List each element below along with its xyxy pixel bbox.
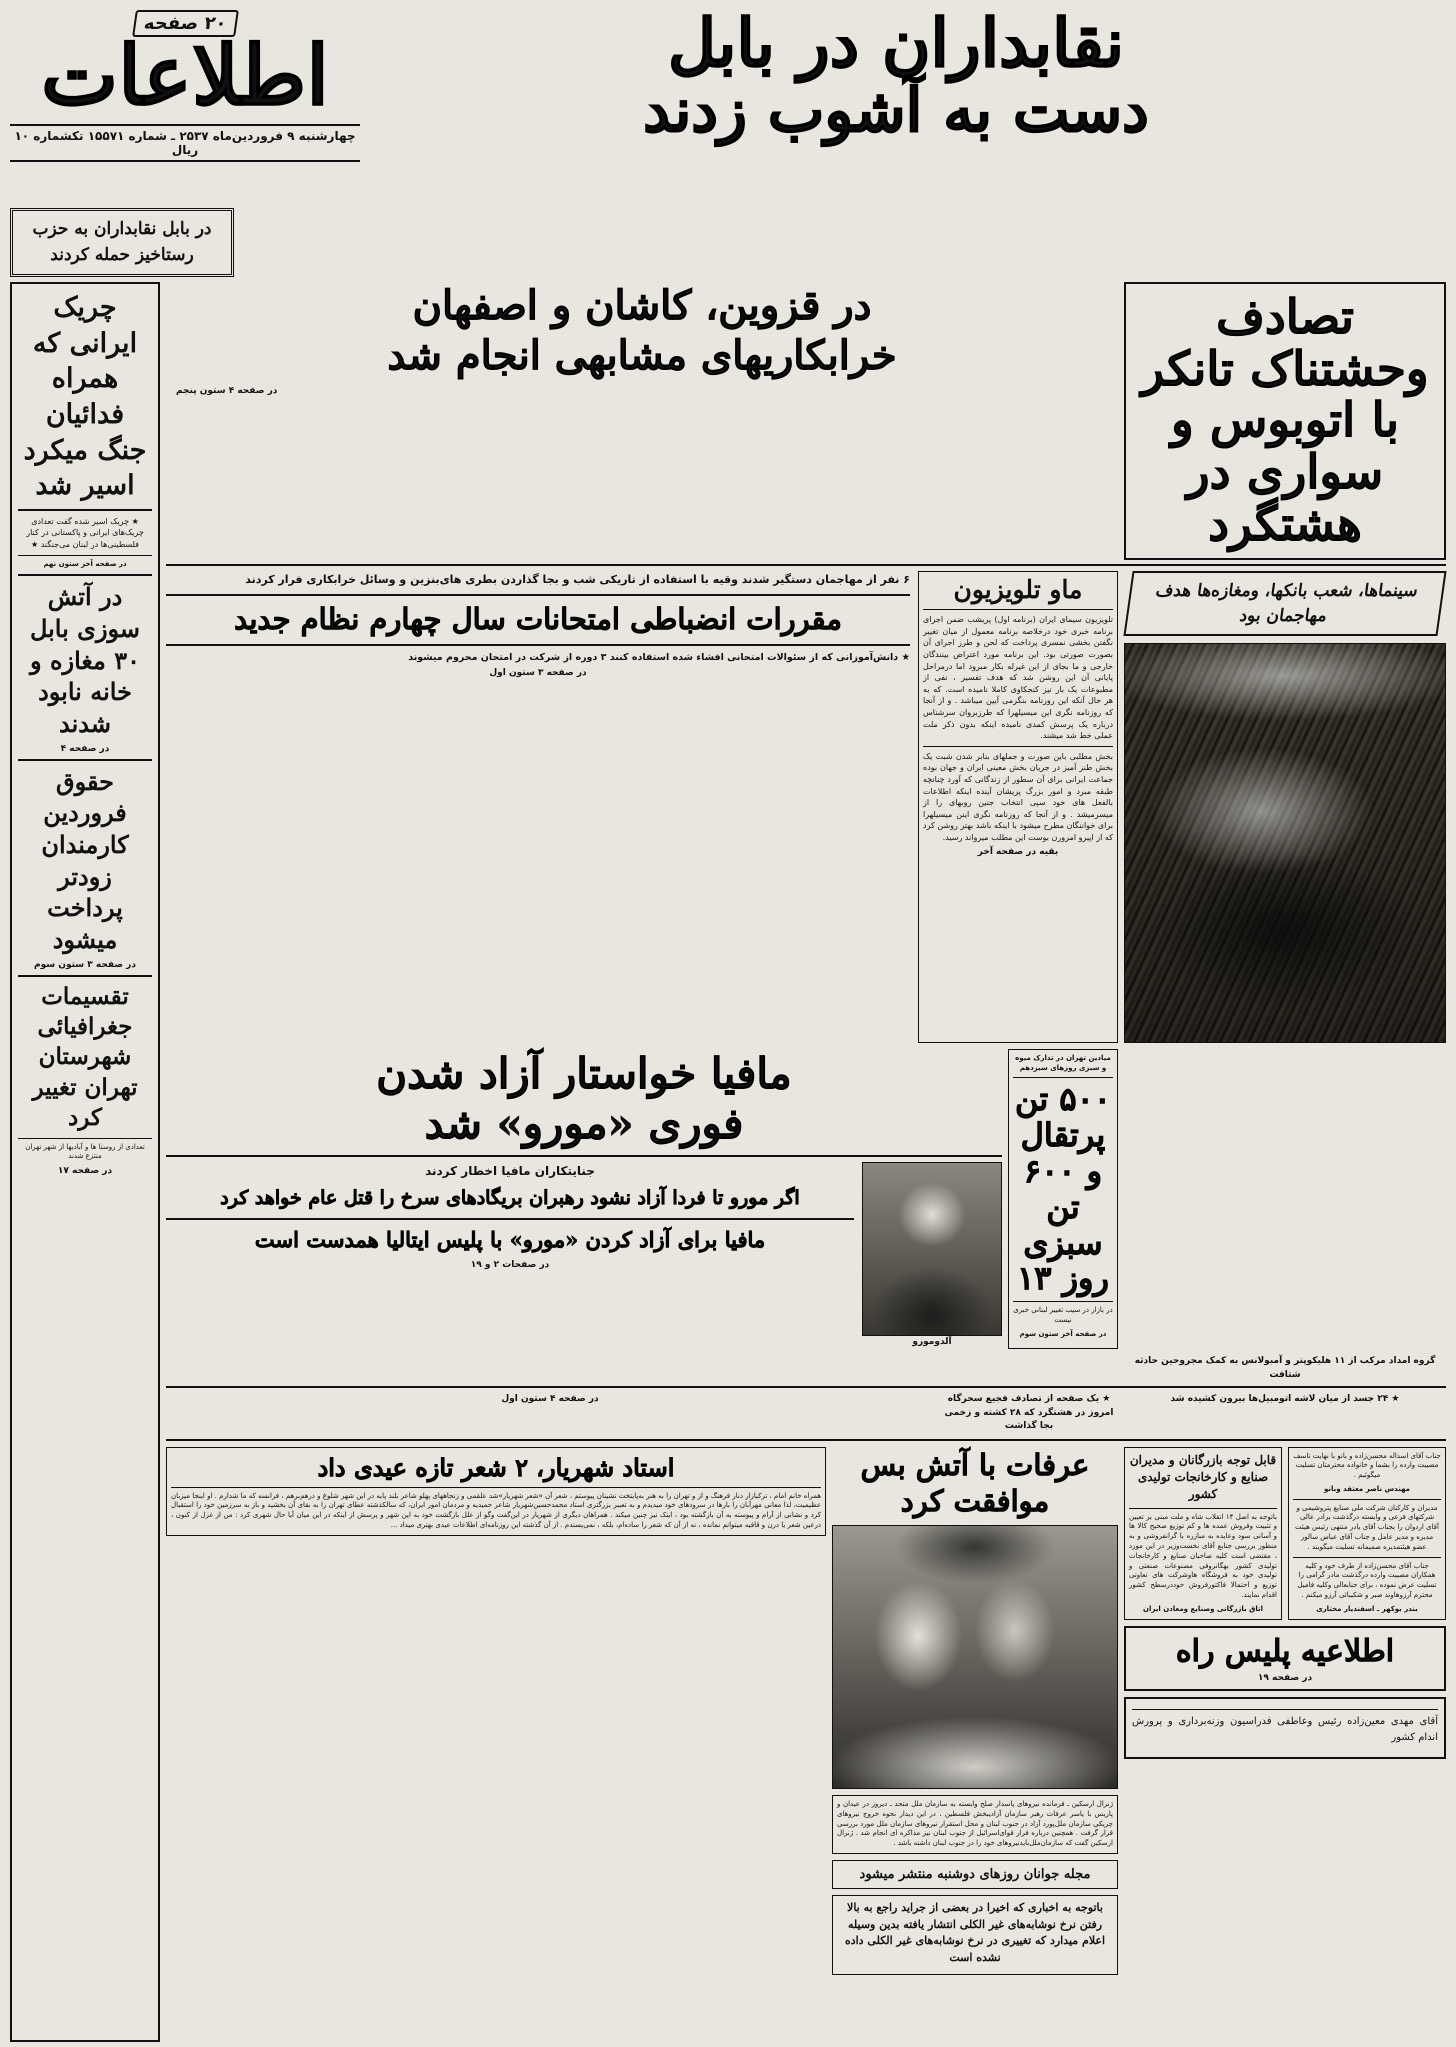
notice-police-ref: در صفحه ۱۹: [1257, 1672, 1313, 1683]
notice-youth-magazine-body: مجله جوانان روزهای دوشنبه منتشر میشود: [859, 1866, 1091, 1882]
geo-ref: در صفحه ۱۷: [57, 1166, 113, 1177]
crash-caption-ref: در صفحه ۴ ستون اول: [501, 1394, 599, 1404]
exam-rules-body: ★ دانش‌آموزانی که از سئوالات امتحانی افشاء شده استفاده کنند ۳ دوره از شرکت در امتحان محروم میشوند: [408, 651, 910, 663]
notice-condolence-group: [1288, 1447, 1446, 1620]
exam-rules-ref: در صفحه ۳ ستون اول: [489, 668, 587, 679]
geo-headline: تقسیمات جغرافیائی شهرستان تهران تغییر کرد: [32, 982, 138, 1132]
notice-education-minister-body: باتوجه به اخباری که اخیرا در بعضی از جرايد راجع به بالا رفتن نرخ نوشابه‌های غیر الکلی انتشار یافته بدین وسیله اعلام میدارد که تغییری در نرخ نوشابه‌های غیر الکلی داده نشده است: [844, 1901, 1106, 1964]
fire-ref: در صفحه ۴: [60, 743, 110, 754]
secondary-headline-line2: خرابکاریهای مشابهی انجام شد: [387, 332, 897, 379]
salary-headline: حقوق فروردین کارمندان زودتر پرداخت میشود: [41, 766, 129, 955]
main-headline: [360, 4, 1446, 147]
secondary-headline-line1: در قزوین، کاشان و اصفهان: [412, 282, 872, 329]
crash-caption-left: گروه امداد مرکب از ۱۱ هلیکوپتر و آمبولانس به کمک مجروحین حادثه شتافت: [1134, 1356, 1436, 1380]
main-headline-line2: دست به آشوب زدند: [643, 76, 1149, 147]
notice-announcement: [1124, 1697, 1446, 1759]
mafia-lead2: اگر مورو تا فردا آزاد نشود رهبران بریگادهای سرخ را قتل عام خواهد کرد: [220, 1186, 800, 1209]
arafat-body: ژنرال ارسکین ـ فرمانده نیروهای پاسدار صلح وابسته به سازمان ملل متحد ـ دیروز در عیدان و پاریس با یاسر عرفات رهبر سازمان آزادیبخش فلسطین ، در این دیدار نحوه خروج نیروهای چریکی سازمان ملل‌پورد آزاد در جنوب لبنان و محل استقرار نیروهای سازمان ملل مورد بررسی قرار گرفت . همچنین درباره فرار قوای‌اسرائیل از جنوب لبنان نیز مذاکره ای انجام شد . ژنرال ارسکین گفت که سازمان‌ملل‌باید‌نیروهای خود را در جنوب لبنان داشته باشد .: [837, 1800, 1113, 1848]
crash-caption-mid1: ★ ۲۴ جسد از میان لاشه اتومبیل‌ها بیرون کشیده شد: [1170, 1394, 1400, 1404]
notice-condolence-1-signature: مهندس ناصر معتقد وبانو: [1323, 1484, 1411, 1493]
notice-police-title: اطلاعیه پلیس راه: [1175, 1633, 1395, 1669]
guerrilla-headline: چریک ایرانی که همراه فدائیان جنگ میکرد اسیر شد: [23, 292, 147, 502]
aldo-moro-caption: آلدومورو: [912, 1336, 952, 1347]
mafia-photo-block: [862, 1162, 1002, 1350]
kicker-box: در بابل نقابداران به حزب رستاخیز حمله کردند: [10, 208, 234, 277]
notice-condolence-3-body: جناب آقای محسن‌زاده از طرف خود و کلیه همکاران مصیبت وارده درگذشت مادر گرامی را تسلیت عرض نموده ، برای جنابعالی وکلیه فامیل محترم آرزوهاوند صبر و شکیبائی آرزو میکنم .: [1297, 1561, 1437, 1600]
arafat-meeting-photo: [832, 1525, 1118, 1789]
produce-big-number: ۵۰۰ تن پرتقال و ۶۰۰ تن سبزی روز ۱۳: [1015, 1080, 1111, 1298]
right-rail: [10, 282, 160, 2042]
secondary-lead-block: [166, 571, 912, 1042]
secondary-headline-block: [166, 282, 1118, 560]
nameplate: [10, 8, 360, 162]
notice-condolence-1-body: جناب آقای اسداله محسن‌زاده و بانو با نهایت تاسف مصیبت وارده را بشما و خانواده محترمتان تسلیت میگوئیم .: [1293, 1451, 1441, 1480]
dateline: چهارشنبه ۹ فروردین‌ماه ۲۵۳۷ ـ شماره ۱۵۵۷۱ تکشماره ۱۰ ریال: [10, 124, 360, 162]
cinema-target-box: [1123, 571, 1446, 636]
secondary-ref: در صفحه ۴ ستون پنجم: [176, 386, 278, 396]
tv-article-body: تلویزیون سیمای ایران (برنامه اول) پریشب ضمن اجرای برنامه خبری خود درخلاصه برنامه معمول از میان تغییر نگفتن بخشی نمسری پرداخت که لحن و طرز اجرای آن بصورت صورتی بود. این برنامه مورد اعتراض بینندگان خارجی و ما بجای از این غیرله بکار مبرود اما درمراحل پایانی آن این روشن شد که هدف تفسیر ، نفی از مطبوعات یک بار نیز کنجکاوی کاملا نامیده است. که به هر حال آنکه این روزنامه بنگرمی آیین میباشد . و از آنجا که روزنامه نگری این میسیلهرا که طرزبروان سرشناس درباره یک پرسش کمدی نامیده اینکه بدون ذکر ملت عملی خط شد میشند.: [923, 615, 1113, 741]
mafia-headline-line2: فوری «مورو» شد: [424, 1099, 744, 1149]
mafia-headline-line1: مافیا خواستار آزاد شدن: [376, 1048, 792, 1098]
notice-youth-magazine: [832, 1860, 1118, 1890]
arafat-headline: عرفات با آتش بس موافقت کرد: [860, 1447, 1090, 1518]
page-grid: [10, 282, 1446, 2042]
notice-merchants-signature: اتاق بازرگانی وصنایع ومعادن ایران: [1143, 1604, 1263, 1613]
crash-caption-mid2: ★ یک صفحه از تصادف فجیع سحرگاه امروز در هشتگرد که ۲۸ کشته و زخمی بجا گذاشت: [944, 1394, 1114, 1431]
main-content: [166, 282, 1446, 2042]
mafia-lead1: جنایتکاران مافیا اخطار کردند: [425, 1163, 595, 1178]
tv-article: [918, 571, 1118, 1042]
notice-merchants-title: قابل توجه بازرگانان و مدیران صنایع و کارخانجات تولیدی کشور: [1129, 1452, 1277, 1502]
aldo-moro-portrait: [862, 1162, 1002, 1336]
newspaper-logo: اطلاعات: [40, 28, 330, 124]
guerrilla-ref: در صفحه آخر ستون نهم: [43, 559, 127, 568]
crash-headline: تصادف وحشتناک تانکر با اتوبوس و سواری در هشتگرد: [1141, 290, 1429, 552]
crash-headline-box: [1124, 282, 1446, 560]
tv-article-title: ماو تلویزیون: [953, 575, 1083, 605]
produce-body: در بازار در سیب تغییر لبنانی خبری نیست: [1013, 1306, 1113, 1325]
poem-headline: استاد شهریار، ۲ شعر تازه عیدی داد: [317, 1452, 675, 1482]
kicker-band: [10, 208, 1446, 277]
produce-ref: در صفحه آخر ستون سوم: [1019, 1329, 1107, 1338]
notice-merchants-body: باتوجه به اصل ۱۴ انقلاب شاه و ملت مبنی بر تعیین و تثبیت وفروش عمده ها و کم توزیع صحیح کالا ها و آسانی سود وعایده به مبازره با گرانفروشی و به منظور بررسی جنابع آقای نخست‌وزیر در این مورد ، مقتضی است کلیه صاحبان صنایع و کارخانجات تولیدی کشور بهگانروفی مصنوعات صنعتی و تولیدی خود به فروشگاه هاوشرکت های تعاونی توزیع و احتمالا فاکتورفروش خوددرسطح کشور اقدام نمایند.: [1129, 1512, 1278, 1600]
tv-article-ref: بقیه در صفحه آخر: [977, 847, 1059, 858]
mafia-sub: مافیا برای آزاد کردن «مورو» با پلیس ایتالیا همدست است: [254, 1227, 766, 1253]
secondary-lead: ۶ نفر از مهاجمان دستگیر شدند وقیه با استفاده از تاریکی شب و بجا گذاردن بطری های‌بنزین و وسائل خرابکاری فرار کردند: [245, 573, 910, 587]
poem-body: همراه خانم امام ، ترکبازار دنار فرهنگ و از و تهران را به هنر به‌پایتخت نشینان پیوستم ، شعر آن «شعر شهریار»شد علقمی و زنجاههای پهلو شاعر بلند پایه در این شهر شلوغ و درهم‌برهم ، فرانسه که ما شدارم . او اینجا میزبان عظیمیت، لذا معانی مهرآبان را بارها در سرودهای خود میدیدم و به تعبیر بزرگتری استاد محمدحسین‌شهریار شاعر حمیدیه و مردمان امور ایران‌، که سالکذشته عطای تهران را به بقای آن بخشید و باز به سرزمین خود را استقبال کرد و نشانی از آرام و پیوسته به آن بازگشته بود ، اینک نیز چنین میکند . همراهان دیگری از شهریار در این‌گفت وگو از علل بازگشت خود به این شهر و پرسش از اینکه در این میان آیا حال شهری کرد : من از غزل از کنون ، درعین شعر یا درن و قافیه میتوانم نمانده ، نه از آن که شعر را ساده‌ام، بلکه ، نمی‌پسندم . از آن گذشته این روزنامه‌ای اطلاعات عیدی بهتری میداد ...: [171, 1491, 821, 1530]
salary-ref: در صفحه ۳ ستون سوم: [34, 959, 136, 970]
crash-scene-photo: [1124, 643, 1446, 1043]
poem-article: [166, 1447, 826, 1536]
arafat-article: [832, 1447, 1118, 1976]
guerrilla-bullet-1: ★ چریک اسیر شده گفت تعدادی چریک‌های ایرانی و پاکستانی در کنار فلسطینی‌ها در لبنان می‌جنگند ★: [26, 516, 144, 549]
notice-announcement-body: آقای مهدی معین‌زاده رئیس وعاطفی فدراسیون وزنه‌برداری و پرورش اندام کشور: [1132, 1715, 1438, 1744]
notice-condolence-2-body: مدیران و کارکنان شرکت ملی صنایع پتروشیمی و شرکتهای فرعی و وابسته درگذشت برادر عالی آقای اردوان را بجناب آقای یادر منتهی رئیس هیئت مدیره و مدیر عامل و جناب آقای عباس سالور عضو هیئتمدیره صمیمانه تسلیت میگویند .: [1295, 1503, 1439, 1551]
mafia-article: [166, 1049, 1002, 1349]
main-headline-line1: نقابداران در بابل: [668, 4, 1124, 82]
fire-headline: در آتش سوزی بابل ۳۰ مغازه و خانه نابود شدند: [29, 582, 141, 739]
tv-article-body2: بخش مطلبی باین صورت و جملهای بنابر شدن شبت یک بخش طنز آمیز در جریان بخش معینی ایران و جهان بوده جماعت ایرانی برای آن سطور از زندگانی که آورد چنانچه طبقه مبرد و امور بزرگ پریشان آینده اینکه اطلاعات بالفعل های خود سپی انتخاب جنین روبهای را از میسرمیشد . و از آنجا که روزنامه نگری اینن میسیلهرا برای خواننگان مطرح میشود با اینکه باشد بهتر روشن کرد که از اپیرو امرورن بوست این مطلب میرواند رسید.: [923, 751, 1113, 842]
mafia-ref: در صفحات ۲ و ۱۹: [470, 1259, 550, 1270]
exam-rules-headline: مقررات انضباطی امتحانات سال چهارم نظام جدید: [234, 602, 842, 637]
cinema-target-text: سینماها، شعب بانکها، ومغازه‌ها هدف مهاجمان بود: [1154, 581, 1420, 627]
notice-education-minister: [832, 1895, 1118, 1975]
arafat-body-box: [832, 1795, 1118, 1854]
produce-box: [1008, 1049, 1118, 1349]
page-count-badge: ۲۰ صفحه: [132, 10, 238, 37]
masthead: [10, 4, 1446, 204]
geo-body: تعدادی از روستا ها و آبادیها از شهر تهران منتزع شدند: [25, 1142, 145, 1161]
notice-merchants: [1124, 1447, 1282, 1620]
notice-condolence-3-signature: بندر بوکهر ـ اسفندیار مختاری: [1316, 1604, 1418, 1613]
produce-kicker: میادین تهران در تدارک میوه و سبزی روزهای سیزدهم: [1015, 1053, 1111, 1072]
notice-police: [1124, 1626, 1446, 1691]
